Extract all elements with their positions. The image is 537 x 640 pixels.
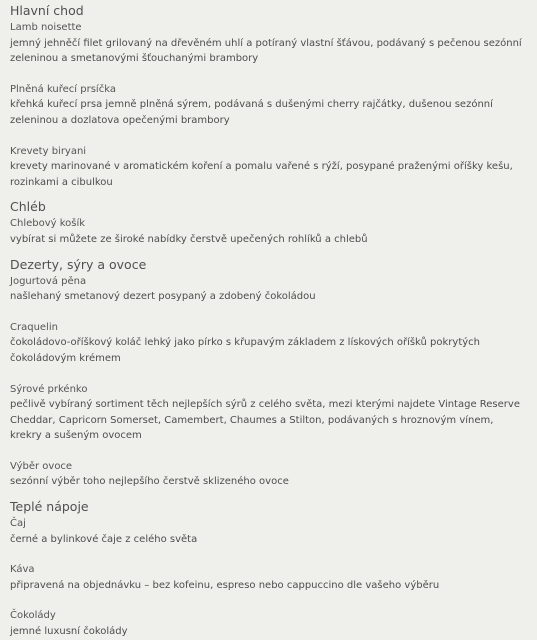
item-description: připravená na objednávku – bez kofeinu, espreso nebo cappuccino dle vašeho výběru [10,579,440,591]
menu-item [10,320,527,367]
section-main-course [10,2,527,190]
item-description: černé a bylinkové čaje z celého světa [10,533,198,545]
item-name: Craquelin [10,321,58,333]
section-title: Chléb [10,199,46,215]
section-hot-drinks [10,498,527,640]
item-name: Sýrové prkénko [10,383,88,395]
item-name: Chlebový košík [10,218,86,230]
item-description: jemný jehněčí filet grilovaný na dřevěném uhlí a potíraný vlastní šťávou, podávaný s pečenou sezónní zeleninou a smetanovými šťouchanými brambory [10,37,522,65]
item-name: Káva [10,564,35,576]
item-description: našlehaný smetanový dezert posypaný a zdobený čokoládou [10,291,316,303]
item-description: křehká kuřecí prsa jemně plněná sýrem, podávaná s dušenými cherry rajčátky, dušenou sezónní zeleninou a dozlatova opečenými brambory [10,99,493,126]
menu-item [10,274,527,305]
section-desserts [10,256,527,491]
section-title: Teplé nápoje [10,499,89,515]
item-description: jemné luxusní čokolády [10,626,128,638]
item-description: čokoládovo-oříškový koláč lehký jako pírko s křupavým základem z lískových oříšků pokrytých čokoládovým krémem [10,337,481,364]
item-name: Lamb noisette [10,22,82,33]
item-name: Plněná kuřecí prsíčka [10,83,116,95]
item-name: Čokolády [10,610,56,622]
item-description: vybírat si můžete ze široké nabídky čerstvě upečených rohlíků a chlebů [10,233,368,245]
section-title: Dezerty, sýry a ovoce [10,256,147,272]
menu-item [10,382,527,444]
menu-item [10,216,527,247]
menu-item [10,144,527,191]
menu-item [10,459,527,490]
section-bread [10,198,527,247]
item-name: Čaj [10,518,26,530]
item-description: sezónní výběr toho nejlepšího čerstvě sklizeného ovoce [10,476,289,488]
menu-item [10,562,527,593]
item-name: Výběr ovoce [10,460,73,472]
section-title: Hlavní chod [10,3,84,18]
item-description: pečlivě vybíraný sortiment těch nejlepších sýrů z celého světa, mezi kterými najdete Vintage Reserve Cheddar, Capricorn Somerset, Camembert, Chaumes a Stilton, podávaných s hroznovým vínem, krekry a sušeným ovocem [10,399,520,442]
menu-item [10,608,527,639]
menu-item [10,516,527,547]
menu-item [10,82,527,129]
menu-item [10,20,527,67]
item-name: Krevety biryani [10,145,87,157]
item-name: Jogurtová pěna [10,275,87,287]
item-description: krevety marinované v aromatickém koření a pomalu vařené s rýží, posypané praženými oříšky kešu, rozinkami a cibulkou [10,161,513,188]
